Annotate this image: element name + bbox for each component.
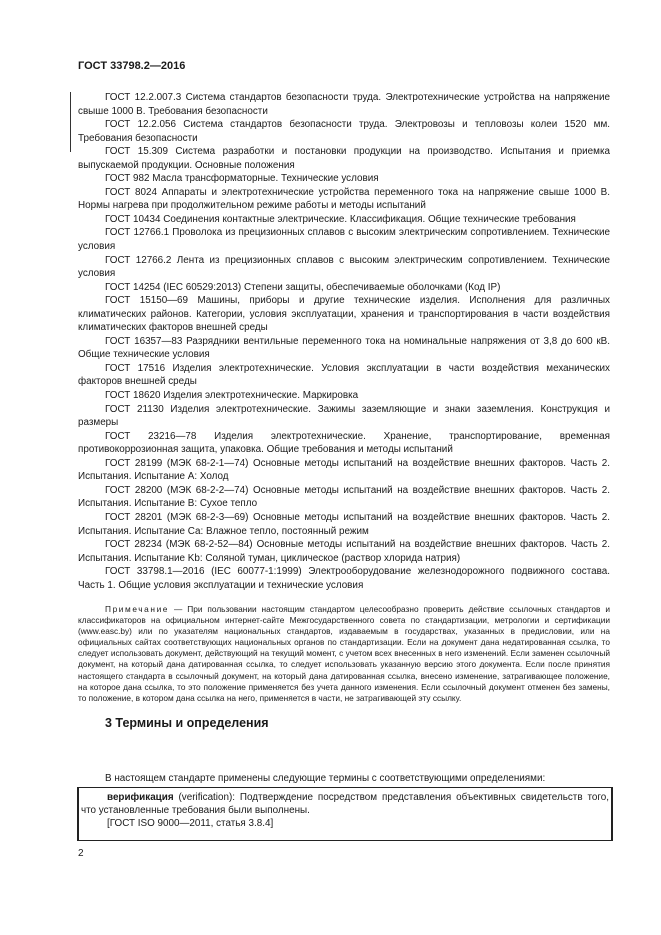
reference-item: ГОСТ 15150—69 Машины, приборы и другие технические изделия. Исполнения для различных климатических районов. Категории, условия эксплуатации, хранения и транспортирования в части воздействия климатических факторов внешней среды xyxy=(78,295,610,334)
reference-item: ГОСТ 28234 (МЭК 68-2-52—84) Основные методы испытаний на воздействие внешних факторов. Часть 2. Испытания. Испытание Kb: Соляной туман, циклическое (раствор хлорида натрия) xyxy=(78,539,610,564)
reference-item: ГОСТ 12.2.056 Система стандартов безопасности труда. Электровозы и тепловозы колеи 1520 мм. Требования безопасности xyxy=(78,119,610,144)
page-number: 2 xyxy=(78,848,84,859)
section-title: 3 Термины и определения xyxy=(105,716,269,730)
reference-item: ГОСТ 28199 (МЭК 68-2-1—74) Основные методы испытаний на воздействие внешних факторов. Часть 2. Испытания. Испытание А: Холод xyxy=(78,457,610,483)
note-block xyxy=(78,604,610,704)
reference-item: ГОСТ 23216—78 Изделия электротехнические. Хранение, транспортирование, временная противокоррозионная защита, упаковка. Общие требования и методы испытаний xyxy=(78,430,610,456)
normative-references xyxy=(78,91,610,592)
reference-item: ГОСТ 21130 Изделия электротехнические. Зажимы заземляющие и знаки заземления. Конструкция и размеры xyxy=(78,403,610,429)
reference-item: ГОСТ 18620 Изделия электротехнические. Маркировка xyxy=(105,390,359,402)
document-header: ГОСТ 33798.2—2016 xyxy=(78,60,186,72)
reference-item: ГОСТ 28201 (МЭК 68-2-3—69) Основные методы испытаний на воздействие внешних факторов. Часть 2. Испытания. Испытание Са: Влажное тепло, постоянный режим xyxy=(78,511,610,537)
reference-item: ГОСТ 982 Масла трансформаторные. Технические условия xyxy=(105,173,379,185)
term-name: верификация xyxy=(107,792,174,803)
reference-item: ГОСТ 8024 Аппараты и электротехнические устройства переменного тока на напряжение свыше 1000 В. Нормы нагрева при продолжительном режиме работы и методы испытаний xyxy=(78,186,610,212)
term-definition: (verification): Подтверждение посредством представления объективных свидетельств того, что установленные требования были выполнены. xyxy=(81,792,609,816)
reference-item: ГОСТ 33798.1—2016 (IEC 60077-1:1999) Электрооборудование железнодорожного подвижного состава. Часть 1. Общие условия эксплуатации и технические условия xyxy=(78,566,610,591)
note-label: Примечание xyxy=(105,604,170,614)
reference-item: ГОСТ 14254 (IEC 60529:2013) Степени защиты, обеспечиваемые оболочками (Код IP) xyxy=(105,281,501,293)
reference-item: ГОСТ 16357—83 Разрядники вентильные переменного тока на номинальные напряжения от 3,8 до 600 кВ. Общие технические условия xyxy=(78,335,610,361)
reference-item: ГОСТ 28200 (МЭК 68-2-2—74) Основные методы испытаний на воздействие внешних факторов. Часть 2. Испытания. Испытание В: Сухое тепло xyxy=(78,484,610,510)
section-intro: В настоящем стандарте применены следующие термины с соответствующими определениями: xyxy=(105,773,546,784)
reference-item: ГОСТ 12.2.007.3 Система стандартов безопасности труда. Электротехнические устройства на напряжение свыше 1000 В. Требования безопасности xyxy=(78,92,610,117)
reference-item: ГОСТ 12766.2 Лента из прецизионных сплавов с высоким электрическим сопротивлением. Технические условия xyxy=(78,254,610,280)
reference-item: ГОСТ 10434 Соединения контактные электрические. Классификация. Общие технические требования xyxy=(105,213,576,225)
reference-item: ГОСТ 12766.1 Проволока из прецизионных сплавов с высоким электрическим сопротивлением. Технические условия xyxy=(78,227,610,253)
reference-item: ГОСТ 15.309 Система разработки и постановки продукции на производство. Испытания и приемка выпускаемой продукции. Основные положения xyxy=(78,146,610,171)
reference-item: ГОСТ 17516 Изделия электротехнические. Условия эксплуатации в части воздействия механических факторов внешней среды xyxy=(78,362,610,388)
margin-rule xyxy=(70,92,71,152)
note-text: — При пользовании настоящим стандартом целесообразно проверить действие ссылочных стандартов и классификаторов на официальном интернет-сайте Межгосударственного совета по стандартизации, метрологии и сертификации (www.easc.by) или по указателям национальных стандартов, издаваемым в государствах, указанных в предисловии, или на официальных сайтах соответствующих национальных органов по стандартизации. Если на документ дана недатированная ссылка, то следует использовать документ, действующий на текущий момент, с учетом всех внесенных в него изменений. Если заменен ссылочный документ, на который дана датированная ссылка, то следует использовать указанную версию этого документа. Если после принятия настоящего стандарта в ссылочный документ, на который дана датированная ссылка, внесено изменение, затрагивающее положение, на которое дана ссылка, то это положение применяется без учета данного изменения. Если ссылочный документ отменен без замены, то положение, в котором дана ссылка на него, применяется в части, не затрагивающей эту ссылку. xyxy=(78,604,610,703)
term-definition-box xyxy=(77,787,613,841)
term-source: [ГОСТ ISO 9000—2011, статья 3.8.4] xyxy=(107,818,274,829)
